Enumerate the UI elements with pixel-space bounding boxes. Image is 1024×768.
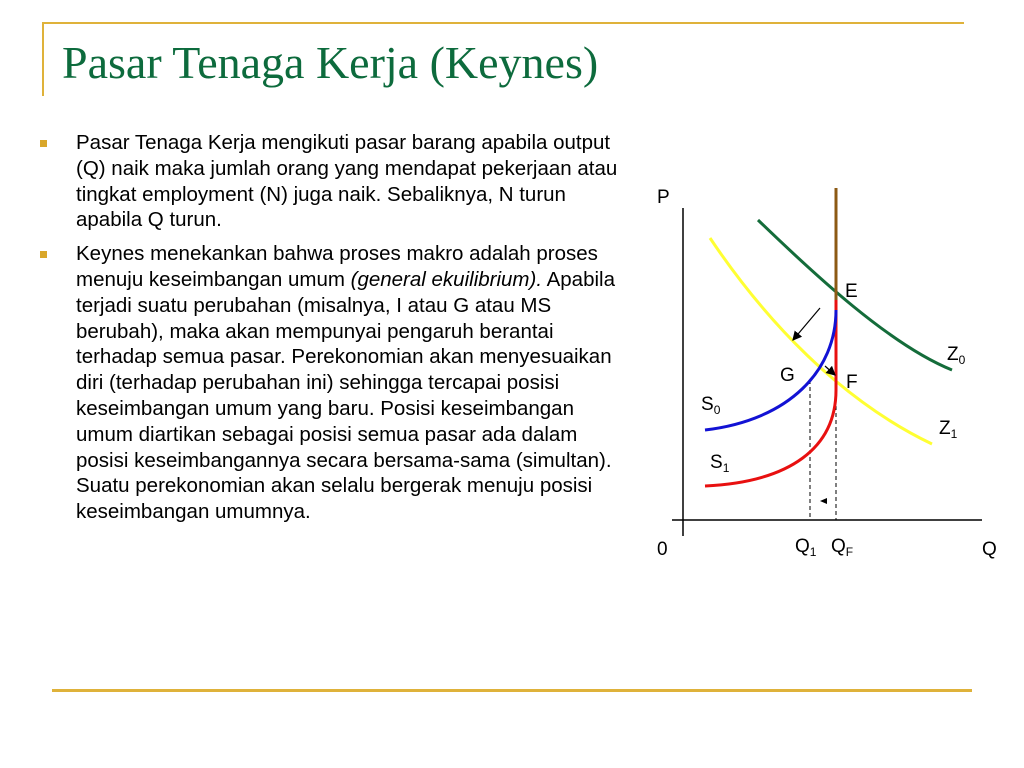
bullet-text-part: Keynes menekankan bahwa proses makro adalah proses menuju keseimbangan umum <box>76 242 598 291</box>
curve-label-s0: $S_0$ <box>701 394 721 417</box>
bullet-item <box>34 241 624 525</box>
shift-arrow-icon <box>793 308 820 340</box>
tick-label-q1: $Q_1$ <box>795 536 817 559</box>
point-label-g: G <box>780 365 795 386</box>
slide-frame-top-rule <box>42 22 964 24</box>
square-bullet-icon <box>40 140 47 147</box>
origin-label: 0 <box>657 539 668 560</box>
curve-label-s1: $S_1$ <box>710 452 730 475</box>
s0-curve <box>705 310 836 430</box>
bullet-item <box>34 130 624 233</box>
slide-frame-left-rule <box>42 22 44 96</box>
tick-label-qf: $Q_F$ <box>831 536 854 559</box>
slide-frame-bottom-rule <box>52 689 972 692</box>
axis-label-q: Q <box>982 539 997 560</box>
point-label-f: F <box>846 372 858 393</box>
axis-label-p: P <box>657 187 670 208</box>
slide-title: Pasar Tenaga Kerja (Keynes) <box>62 37 599 88</box>
labor-market-diagram <box>640 170 1012 590</box>
leftward-arrow-icon <box>820 498 827 504</box>
bullet-text-part: Apabila terjadi suatu perubahan (misalnya, I atau G atau MS berubah), maka akan mempunyai pengaruh berantai terhadap semua pasar. Perekonomian akan menyesuaikan diri (terhadap perubahan ini) sehingga tercapai posisi keseimbangan umum yang baru. Posisi keseimbangan umum diartikan sebagai posisi semua pasar ada dalam posisi keseimbangannya secara bersama-sama (simultan). Suatu perekonomian akan selalu bergerak menuju posisi keseimbangan umumnya. <box>76 267 615 524</box>
curve-label-z0: $Z_0$ <box>947 344 966 367</box>
point-label-e: E <box>845 281 858 302</box>
curve-label-z1: $Z_1$ <box>939 418 958 441</box>
s1-curve <box>705 300 836 486</box>
square-bullet-icon <box>40 251 47 258</box>
bullet-list <box>34 130 624 533</box>
bullet-text: Pasar Tenaga Kerja mengikuti pasar barang apabila output (Q) naik maka jumlah orang yang mendapat pekerjaan atau tingkat employment (N) juga naik. Sebaliknya, N turun apabila Q turun. <box>76 131 618 232</box>
bullet-text-italic: (general ekuilibrium). <box>350 267 543 291</box>
